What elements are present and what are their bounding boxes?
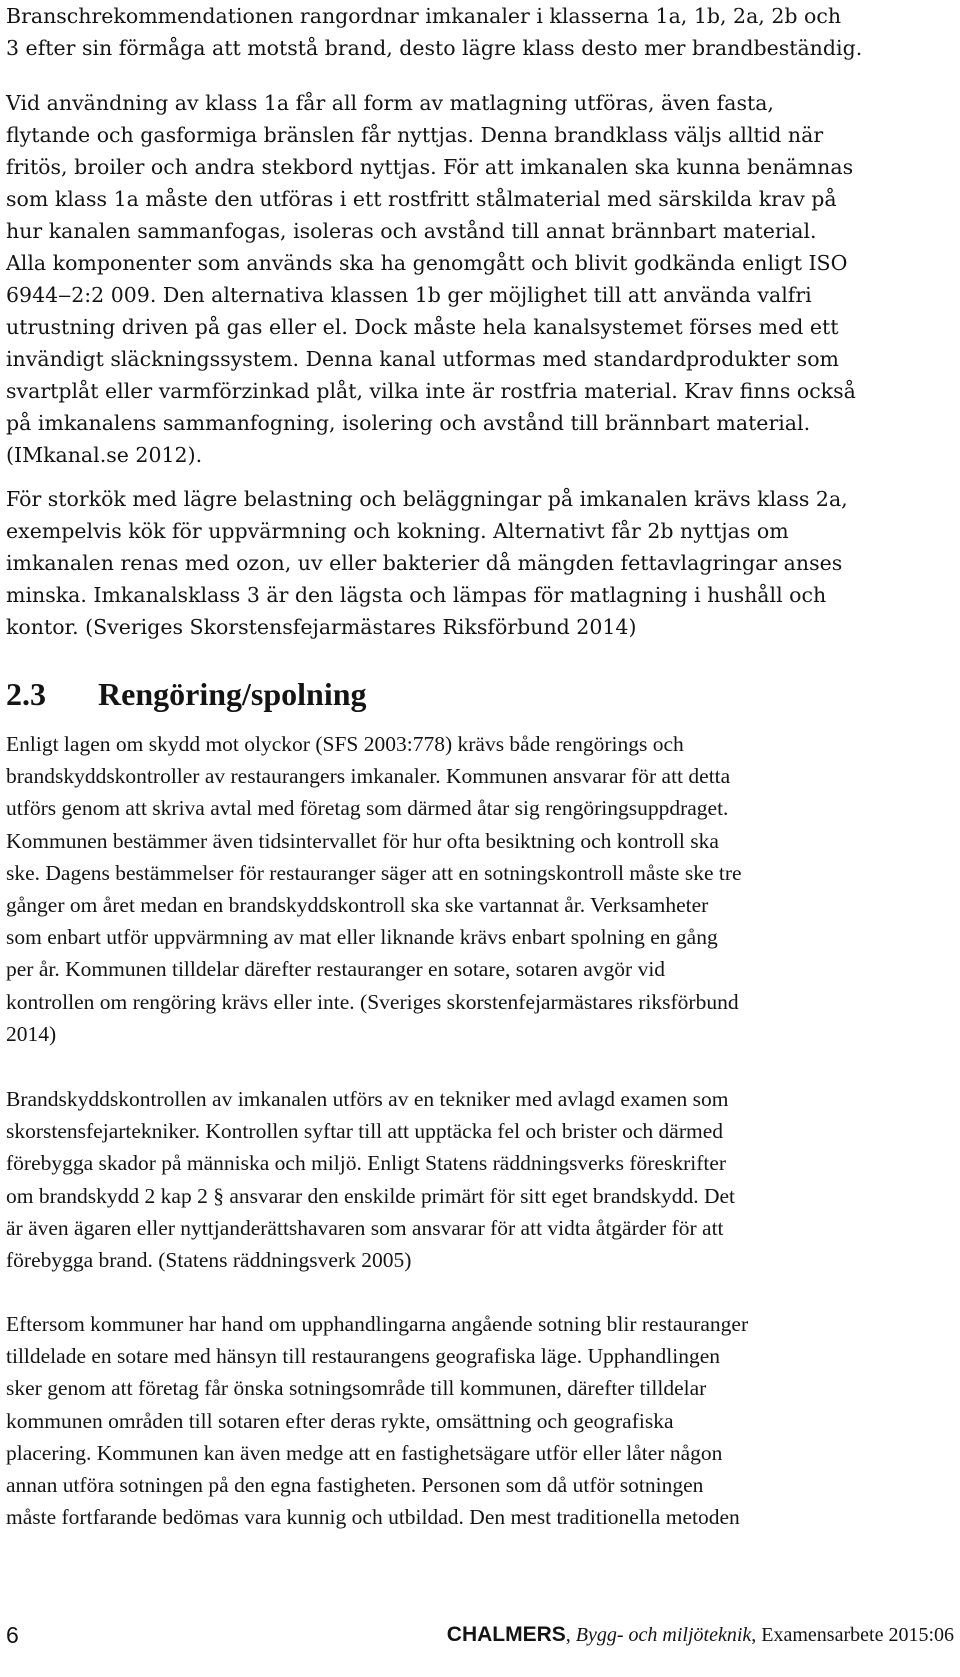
text-line: per år. Kommunen tilldelar därefter restauranger en sotare, sotaren avgör vid [6, 957, 666, 982]
text-line: minska. Imkanalsklass 3 är den lägsta och lämpas för matlagning i hushåll och [6, 583, 827, 607]
text-line: skorstensfejartekniker. Kontrollen syftar till att upptäcka fel och brister och därmed [6, 1119, 724, 1144]
text-line: 6944‒2:2 009. Den alternativa klassen 1b ger möjlighet till att använda valfri [6, 283, 812, 307]
text-line: som klass 1a måste den utföras i ett rostfritt stålmaterial med särskilda krav på [6, 187, 837, 211]
text-line: tilldelade en sotare med hänsyn till restaurangens geografiska läge. Upphandlingen [6, 1344, 721, 1369]
text-line: fritös, broiler och andra stekbord nyttjas. För att imkanalen ska kunna benämnas [6, 155, 854, 179]
text-line: kontor. (Sveriges Skorstensfejarmästares Riksförbund 2014) [6, 615, 637, 639]
footer-separator: , [565, 1624, 571, 1646]
section-number: 2.3 [6, 676, 46, 712]
footer-department: Bygg- och miljöteknik [575, 1624, 752, 1646]
text-line: gånger om året medan en brandskyddskontroll ska ske vartannat år. Verksamheter [6, 893, 709, 918]
footer-brand: CHALMERS [446, 1623, 566, 1646]
text-line: om brandskydd 2 kap 2 § ansvarar den enskilde primärt för sitt eget brandskydd. Det [6, 1183, 736, 1208]
text-line: Alla komponenter som används ska ha genomgått och blivit godkända enligt ISO [6, 251, 848, 275]
text-line: exempelvis kök för uppvärmning och kokning. Alternativt får 2b nyttjas om [6, 519, 789, 543]
paragraph-class-2-3 [6, 483, 848, 643]
text-line: kommunen områden till sotaren efter deras rykte, omsättning och geografiska [6, 1408, 674, 1433]
text-line: flytande och gasformiga bränslen får nyttjas. Denna brandklass väljs alltid när [6, 123, 824, 147]
page-footer [6, 1618, 954, 1652]
text-line: som enbart utför uppvärmning av mat eller liknande krävs enbart spolning en gång [6, 925, 718, 950]
text-line: För storkök med lägre belastning och beläggningar på imkanalen krävs klass 2a, [6, 487, 848, 511]
text-line: invändigt släckningssystem. Denna kanal utformas med standardprodukter som [6, 347, 839, 371]
text-line: på imkanalens sammanfogning, isolering och avstånd till brännbart material. [6, 411, 811, 435]
text-line: sker genom att företag får önska sotningsområde till kommunen, därefter tilldelar [6, 1376, 707, 1401]
text-line: brandskyddskontroller av restaurangers imkanaler. Kommunen ansvarar för att detta [6, 764, 731, 789]
footer-thesis: , Examensarbete 2015:06 [751, 1624, 954, 1646]
text-line: 3 efter sin förmåga att motstå brand, desto lägre klass desto mer brandbeständig. [6, 36, 863, 60]
text-line: måste fortfarande bedömas vara kunnig och utbildad. Den mest traditionella metoden [6, 1505, 740, 1530]
text-line: placering. Kommunen kan även medge att en fastighetsägare utför eller låter någon [6, 1440, 723, 1465]
paragraph-class-ranking [6, 0, 862, 64]
text-line: imkanalen renas med ozon, uv eller bakterier då mängden fettavlagringar anses [6, 551, 843, 575]
text-line: (IMkanal.se 2012). [6, 443, 203, 467]
text-line: förebygga brand. (Statens räddningsverk 2005) [6, 1248, 412, 1273]
text-line: Enligt lagen om skydd mot olyckor (SFS 2003:778) krävs både rengörings och [6, 732, 684, 756]
text-line: 2014) [6, 1021, 57, 1046]
text-line: utrustning driven på gas eller el. Dock måste hela kanalsystemet förses med ett [6, 315, 839, 339]
text-line: utförs genom att skriva avtal med företag som därmed åtar sig rengöringsuppdraget. [6, 796, 729, 821]
paragraph-class-1a-1b [6, 87, 856, 471]
text-line: ske. Dagens bestämmelser för restauranger säger att en sotningskontroll måste ske tre [6, 860, 742, 885]
paragraph-procurement [6, 1308, 748, 1533]
text-line: Vid användning av klass 1a får all form av matlagning utföras, även fasta, [6, 91, 774, 115]
text-line: Eftersom kommuner har hand om upphandlingarna angående sotning blir restauranger [6, 1312, 749, 1336]
text-line: hur kanalen sammanfogas, isoleras och avstånd till annat brännbart material. [6, 219, 817, 243]
paragraph-cleaning-law [6, 728, 742, 1050]
text-line: svartplåt eller varmförzinkad plåt, vilka inte är rostfria material. Krav finns också [6, 379, 856, 403]
text-line: annan utföra sotningen på den egna fastigheten. Personen som då utför sotningen [6, 1473, 704, 1498]
page-number: 6 [6, 1622, 19, 1648]
text-line: Brandskyddskontrollen av imkanalen utförs av en tekniker med avlagd examen som [6, 1087, 729, 1111]
section-title: Rengöring/spolning [98, 676, 367, 712]
footer-citation [447, 1618, 954, 1652]
paragraph-fire-inspection [6, 1083, 735, 1276]
text-line: förebygga skador på människa och miljö. Enligt Statens räddningsverks föreskrifter [6, 1151, 727, 1176]
text-line: är även ägaren eller nyttjanderättshavaren som ansvarar för att vidta åtgärder för att [6, 1215, 724, 1240]
text-line: Branschrekommendationen rangordnar imkanaler i klasserna 1a, 1b, 2a, 2b och [6, 4, 842, 28]
text-line: Kommunen bestämmer även tidsintervallet för hur ofta besiktning och kontroll ska [6, 828, 719, 853]
text-line: kontrollen om rengöring krävs eller inte. (Sveriges skorstenfejarmästares riksförbund [6, 989, 739, 1014]
section-heading [6, 674, 367, 714]
